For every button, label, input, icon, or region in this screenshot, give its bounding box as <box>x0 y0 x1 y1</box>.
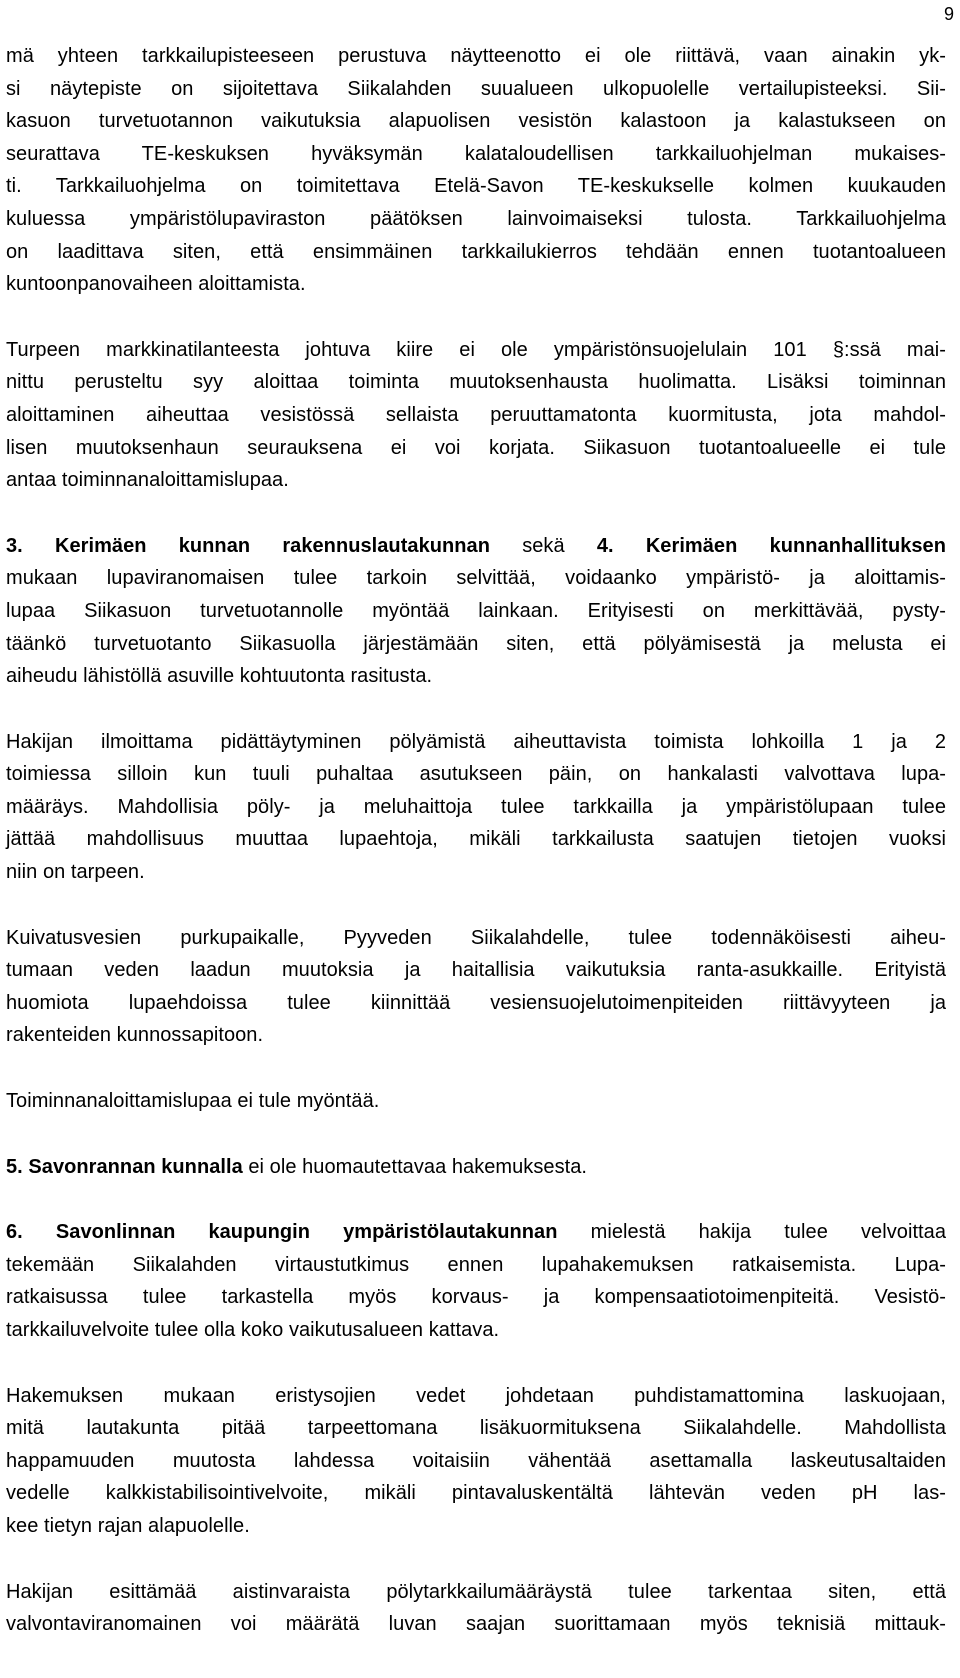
text-line: ratkaisussa tulee tarkastella myös korvaus- ja kompensaatiotoimenpiteitä. Vesistö- <box>6 1286 946 1309</box>
heading-savonlinna-environment-board: 6. Savonlinnan kaupungin ympäristölautakunnan <box>6 1221 558 1244</box>
paragraph-dust-monitoring <box>6 1576 946 1641</box>
text-line: aloittaminen aiheuttaa vesistössä sellaista peruuttamatonta kuormitusta, jota mahdol- <box>6 403 946 426</box>
paragraph-kerimaki-statements <box>6 530 946 693</box>
text-line: niin on tarpeen. <box>6 861 145 884</box>
text-line: Toiminnanaloittamislupaa ei tule myöntää. <box>6 1090 380 1113</box>
text-line: vedelle kalkkistabilisointivelvoite, mikäli pintavaluskentältä lähtevän veden pH las- <box>6 1482 946 1505</box>
paragraph-monitoring <box>6 40 946 301</box>
text-line: tekemään Siikalahden virtaustutkimus ennen lupahakemuksen ratkaisemista. Lupa- <box>6 1253 946 1276</box>
text-line: Turpeen markkinatilanteesta johtuva kiire ei ole ympäristönsuojelulain 101 §:ssä mai- <box>6 338 946 361</box>
text-line: Kuivatusvesien purkupaikalle, Pyyveden Siikalahdelle, tulee todennäköisesti aiheu- <box>6 926 946 949</box>
text-line: Hakemuksen mukaan eristysojien vedet johdetaan puhdistamattomina laskuojaan, <box>6 1384 946 1407</box>
heading-conjunction: sekä <box>490 534 597 557</box>
text-line: ti. Tarkkailuohjelma on toimitettava Etelä-Savon TE-keskukselle kolmen kuukauden <box>6 175 946 198</box>
heading-savonranta-municipality: 5. Savonrannan kunnalla <box>6 1155 243 1178</box>
text-line: on laadittava siten, että ensimmäinen tarkkailukierros tehdään ennen tuotantoalueen <box>6 240 946 263</box>
paragraph-drainage-water <box>6 922 946 1052</box>
text-line: kuluessa ympäristölupaviraston päätöksen lainvoimaiseksi tulosta. Tarkkailuohjelma <box>6 207 946 230</box>
text-line: täänkö turvetuotanto Siikasuolla järjestämään siten, että pölyämisestä ja melusta ei <box>6 632 946 655</box>
statement-text: ei ole huomautettavaa hakemuksesta. <box>242 1155 588 1178</box>
text-line: nittu perusteltu syy aloittaa toiminta muutoksenhausta huolimatta. Lisäksi toiminnan <box>6 371 946 394</box>
paragraph-permit-denied <box>6 1085 946 1118</box>
text-line: rakenteiden kunnossapitoon. <box>6 1024 264 1047</box>
heading-kerimaki-municipal-board: 4. Kerimäen kunnanhallituksen <box>596 534 946 557</box>
text-line: happamuuden muutosta lahdessa voitaisiin vähentää asettamalla laskeutusaltaiden <box>6 1449 946 1472</box>
text-line: kasuon turvetuotannon vaikutuksia alapuolisen vesistön kalastoon ja kalastukseen on <box>6 110 946 133</box>
text-line: kee tietyn rajan alapuolelle. <box>6 1514 250 1537</box>
text-line: si näytepiste on sijoitettava Siikalahden suualueen ulkopuolelle vertailupisteeksi. Sii- <box>6 77 946 100</box>
text-line: valvontaviranomainen voi määrätä luvan saajan suorittamaan myös teknisiä mittauk- <box>6 1613 946 1636</box>
text-line: tumaan veden laadun muutoksia ja haitallisia vaikutuksia ranta-asukkaille. Erityistä <box>6 959 946 982</box>
text-line: Hakijan esittämää aistinvaraista pölytarkkailumääräystä tulee tarkentaa siten, että <box>6 1580 946 1603</box>
paragraph-savonranta <box>6 1151 946 1184</box>
text-line: jättää mahdollisuus muuttaa lupaehtoja, mikäli tarkkailusta saatujen tietojen vuoksi <box>6 828 946 851</box>
text-line <box>6 530 946 563</box>
statement-text: mielestä hakija tulee velvoittaa <box>557 1221 946 1244</box>
text-line: määräys. Mahdollisia pöly- ja meluhaittoja tulee tarkkailla ja ympäristölupaan tulee <box>6 795 946 818</box>
text-line: mitä lautakunta pitää tarpeettomana lisäkuormituksena Siikalahdelle. Mahdollista <box>6 1417 946 1440</box>
text-line: lupaa Siikasuon turvetuotannolle myöntää lainkaan. Erityisesti on merkittävää, pysty- <box>6 599 946 622</box>
text-line: mä yhteen tarkkailupisteeseen perustuva näytteenotto ei ole riittävä, vaan ainakin yk- <box>6 45 946 67</box>
text-line: aiheudu lähistöllä asuville kohtuutonta rasitusta. <box>6 665 433 688</box>
text-line <box>6 1216 946 1249</box>
text-line: seurattava TE-keskuksen hyväksymän kalataloudellisen tarkkailuohjelman mukaises- <box>6 142 946 165</box>
heading-kerimaki-building-board: 3. Kerimäen kunnan rakennuslautakunnan <box>6 534 490 557</box>
paragraph-dust-restriction <box>6 726 946 889</box>
text-line: huomiota lupaehdoissa tulee kiinnittää vesiensuojelutoimenpiteiden riittävyyteen ja <box>6 991 946 1014</box>
paragraph-isolation-ditches <box>6 1380 946 1543</box>
text-line: toimiessa silloin kun tuuli puhaltaa asutukseen päin, on hankalasti valvottava lupa- <box>6 763 946 786</box>
document-body <box>6 40 946 1641</box>
paragraph-market-situation <box>6 334 946 497</box>
text-line <box>6 1151 946 1184</box>
text-line: Hakijan ilmoittama pidättäytyminen pölyämistä aiheuttavista toimista lohkoilla 1 ja 2 <box>6 730 946 753</box>
text-line: antaa toiminnanaloittamislupaa. <box>6 469 289 492</box>
paragraph-savonlinna <box>6 1216 946 1346</box>
text-line: tarkkailuvelvoite tulee olla koko vaikutusalueen kattava. <box>6 1319 500 1341</box>
text-line: mukaan lupaviranomaisen tulee tarkoin selvittää, voidaanko ympäristö- ja aloittamis- <box>6 567 946 590</box>
text-line: kuntoonpanovaiheen aloittamista. <box>6 273 306 296</box>
page-number: 9 <box>943 4 954 24</box>
text-line: lisen muutoksenhaun seurauksena ei voi korjata. Siikasuon tuotantoalueelle ei tule <box>6 436 946 459</box>
